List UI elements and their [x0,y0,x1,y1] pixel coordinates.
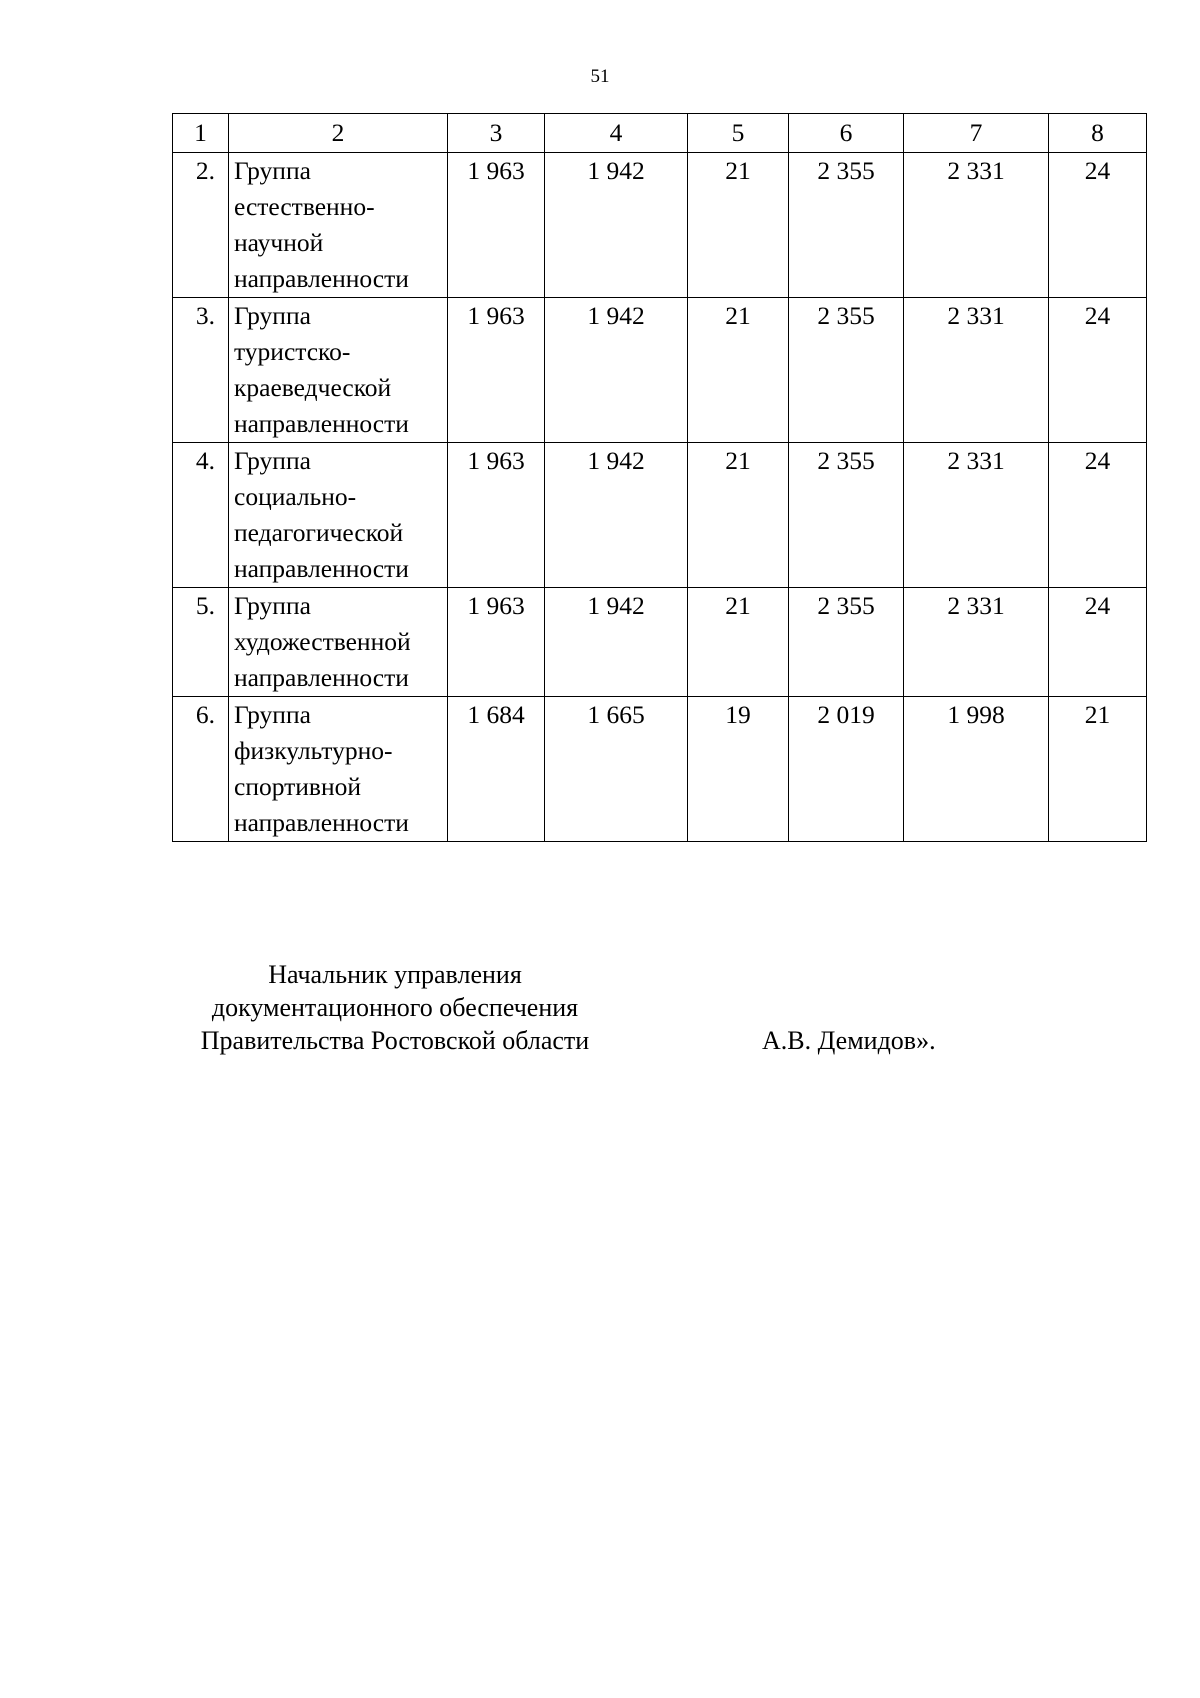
row-number: 3. [173,298,229,443]
value-cell: 2 331 [904,298,1049,443]
group-name-line: туристско- [234,337,351,366]
signer-position-line: Начальник управления [268,960,522,989]
signer-position-line: Правительства Ростовской области [200,1026,590,1055]
table-row [173,588,1147,697]
table-row [173,298,1147,443]
group-name [229,298,448,443]
column-header: 5 [688,114,789,153]
value-cell: 2 331 [904,443,1049,588]
value-cell: 21 [688,443,789,588]
row-number: 4. [173,443,229,588]
table-row [173,153,1147,298]
value-cell: 21 [688,298,789,443]
row-number: 5. [173,588,229,697]
value-cell: 2 355 [789,298,904,443]
value-cell: 24 [1049,443,1147,588]
group-name-line: физкультурно- [234,736,393,765]
group-name-line: направленности [234,808,409,837]
value-cell: 1 963 [448,588,545,697]
column-header: 4 [545,114,688,153]
group-name-line: направленности [234,264,409,293]
signer-position-line: документационного обеспечения [211,993,579,1022]
group-name [229,588,448,697]
column-header: 6 [789,114,904,153]
group-name-line: направленности [234,409,409,438]
group-name [229,153,448,298]
value-cell: 1 942 [545,588,688,697]
group-name [229,443,448,588]
group-name-line: художественной [234,627,411,656]
value-cell: 1 684 [448,697,545,842]
value-cell: 2 019 [789,697,904,842]
value-cell: 2 331 [904,588,1049,697]
group-name-line: Группа [234,700,311,729]
group-name-line: направленности [234,554,409,583]
value-cell: 2 355 [789,443,904,588]
group-name-line: социально- [234,482,357,511]
value-cell: 1 963 [448,153,545,298]
signer-name: А.В. Демидов». [762,1026,936,1055]
group-name-line: Группа [234,591,311,620]
group-name-line: педагогической [234,518,404,547]
value-cell: 2 355 [789,153,904,298]
value-cell: 21 [1049,697,1147,842]
group-name-line: научной [234,228,324,257]
table-row [173,443,1147,588]
group-name-line: спортивной [234,772,362,801]
value-cell: 1 998 [904,697,1049,842]
value-cell: 2 355 [789,588,904,697]
data-table [172,113,1147,842]
value-cell: 1 963 [448,443,545,588]
group-name-line: Группа [234,156,311,185]
value-cell: 24 [1049,153,1147,298]
value-cell: 1 942 [545,298,688,443]
value-cell: 1 665 [545,697,688,842]
group-name [229,697,448,842]
value-cell: 1 942 [545,153,688,298]
group-name-line: направленности [234,663,409,692]
column-header: 2 [229,114,448,153]
value-cell: 2 331 [904,153,1049,298]
value-cell: 1 942 [545,443,688,588]
group-name-line: краеведческой [234,373,392,402]
signature-block [170,958,620,1057]
column-header: 3 [448,114,545,153]
row-number: 6. [173,697,229,842]
column-header: 7 [904,114,1049,153]
value-cell: 21 [688,588,789,697]
group-name-line: естественно- [234,192,375,221]
value-cell: 1 963 [448,298,545,443]
value-cell: 21 [688,153,789,298]
group-name-line: Группа [234,446,311,475]
column-header: 8 [1049,114,1147,153]
row-number: 2. [173,153,229,298]
column-header: 1 [173,114,229,153]
value-cell: 24 [1049,588,1147,697]
table-row [173,697,1147,842]
value-cell: 19 [688,697,789,842]
page-number: 51 [590,66,610,87]
table-header-row [173,114,1147,153]
group-name-line: Группа [234,301,311,330]
value-cell: 24 [1049,298,1147,443]
